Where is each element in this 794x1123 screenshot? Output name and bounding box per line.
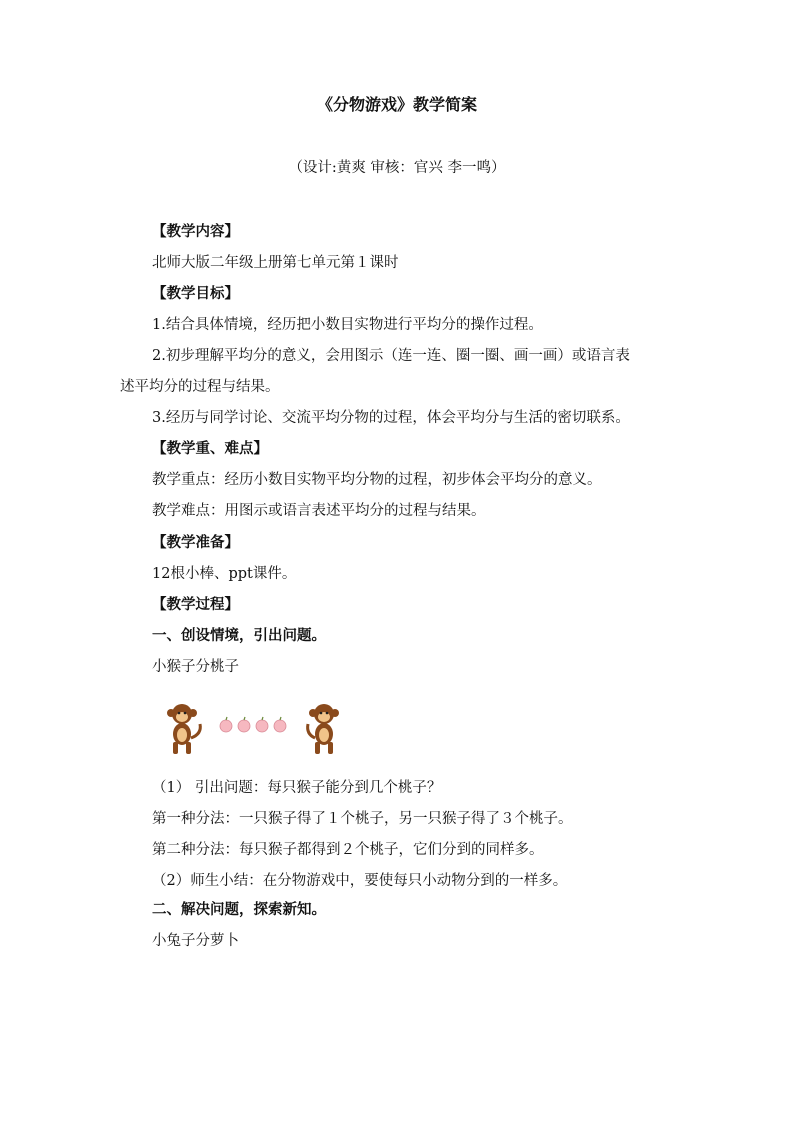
- step-2-subtitle: 小兔子分萝卜: [152, 933, 239, 949]
- page-title: 《分物游戏》教学简案: [316, 95, 477, 114]
- section-heading-content: 【教学内容】: [152, 224, 239, 240]
- monkey-right-icon: [308, 704, 339, 754]
- key-point: 教学重点：经历小数目实物平均分物的过程，初步体会平均分的意义。: [152, 472, 602, 488]
- goal-1: 1.结合具体情境，经历把小数目实物进行平均分的操作过程。: [152, 317, 543, 333]
- step-2-heading: 二、解决问题，探索新知。: [152, 902, 326, 918]
- content-text: 北师大版二年级上册第七单元第１课时: [152, 255, 399, 271]
- peach-icon: [220, 717, 232, 732]
- section-heading-prep: 【教学准备】: [152, 535, 239, 551]
- goal-3: 3.经历与同学讨论、交流平均分物的过程，体会平均分与生活的密切联系。: [152, 410, 630, 426]
- monkey-left-icon: [167, 704, 200, 754]
- step-1-subtitle: 小猴子分桃子: [152, 659, 239, 675]
- peach-icons: [220, 717, 286, 732]
- prep-text: 12根小棒、ppt课件。: [152, 566, 297, 582]
- method-2: 第二种分法：每只猴子都得到２个桃子，它们分到的同样多。: [152, 842, 544, 858]
- goal-2-line2: 述平均分的过程与结果。: [120, 379, 280, 395]
- goal-2-line1: 2.初步理解平均分的意义，会用图示（连一连、圈一圈、画一画）或语言表: [152, 348, 630, 364]
- credits: （设计:黄爽 审核：官兴 李一鸣）: [288, 160, 506, 176]
- question-1: （1） 引出问题：每只猴子能分到几个桃子？: [152, 780, 442, 796]
- peach-icon: [256, 717, 268, 732]
- peach-icon: [238, 717, 250, 732]
- section-heading-key-points: 【教学重、难点】: [152, 441, 268, 457]
- summary: （2）师生小结：在分物游戏中，要使每只小动物分到的一样多。: [152, 873, 568, 889]
- step-1-heading: 一、创设情境，引出问题。: [152, 628, 326, 644]
- section-heading-process: 【教学过程】: [152, 597, 239, 613]
- monkey-peach-illustration: [160, 700, 350, 756]
- peach-icon: [274, 717, 286, 732]
- section-heading-goals: 【教学目标】: [152, 286, 239, 302]
- method-1: 第一种分法：一只猴子得了１个桃子，另一只猴子得了３个桃子。: [152, 811, 573, 827]
- difficult-point: 教学难点：用图示或语言表述平均分的过程与结果。: [152, 503, 486, 519]
